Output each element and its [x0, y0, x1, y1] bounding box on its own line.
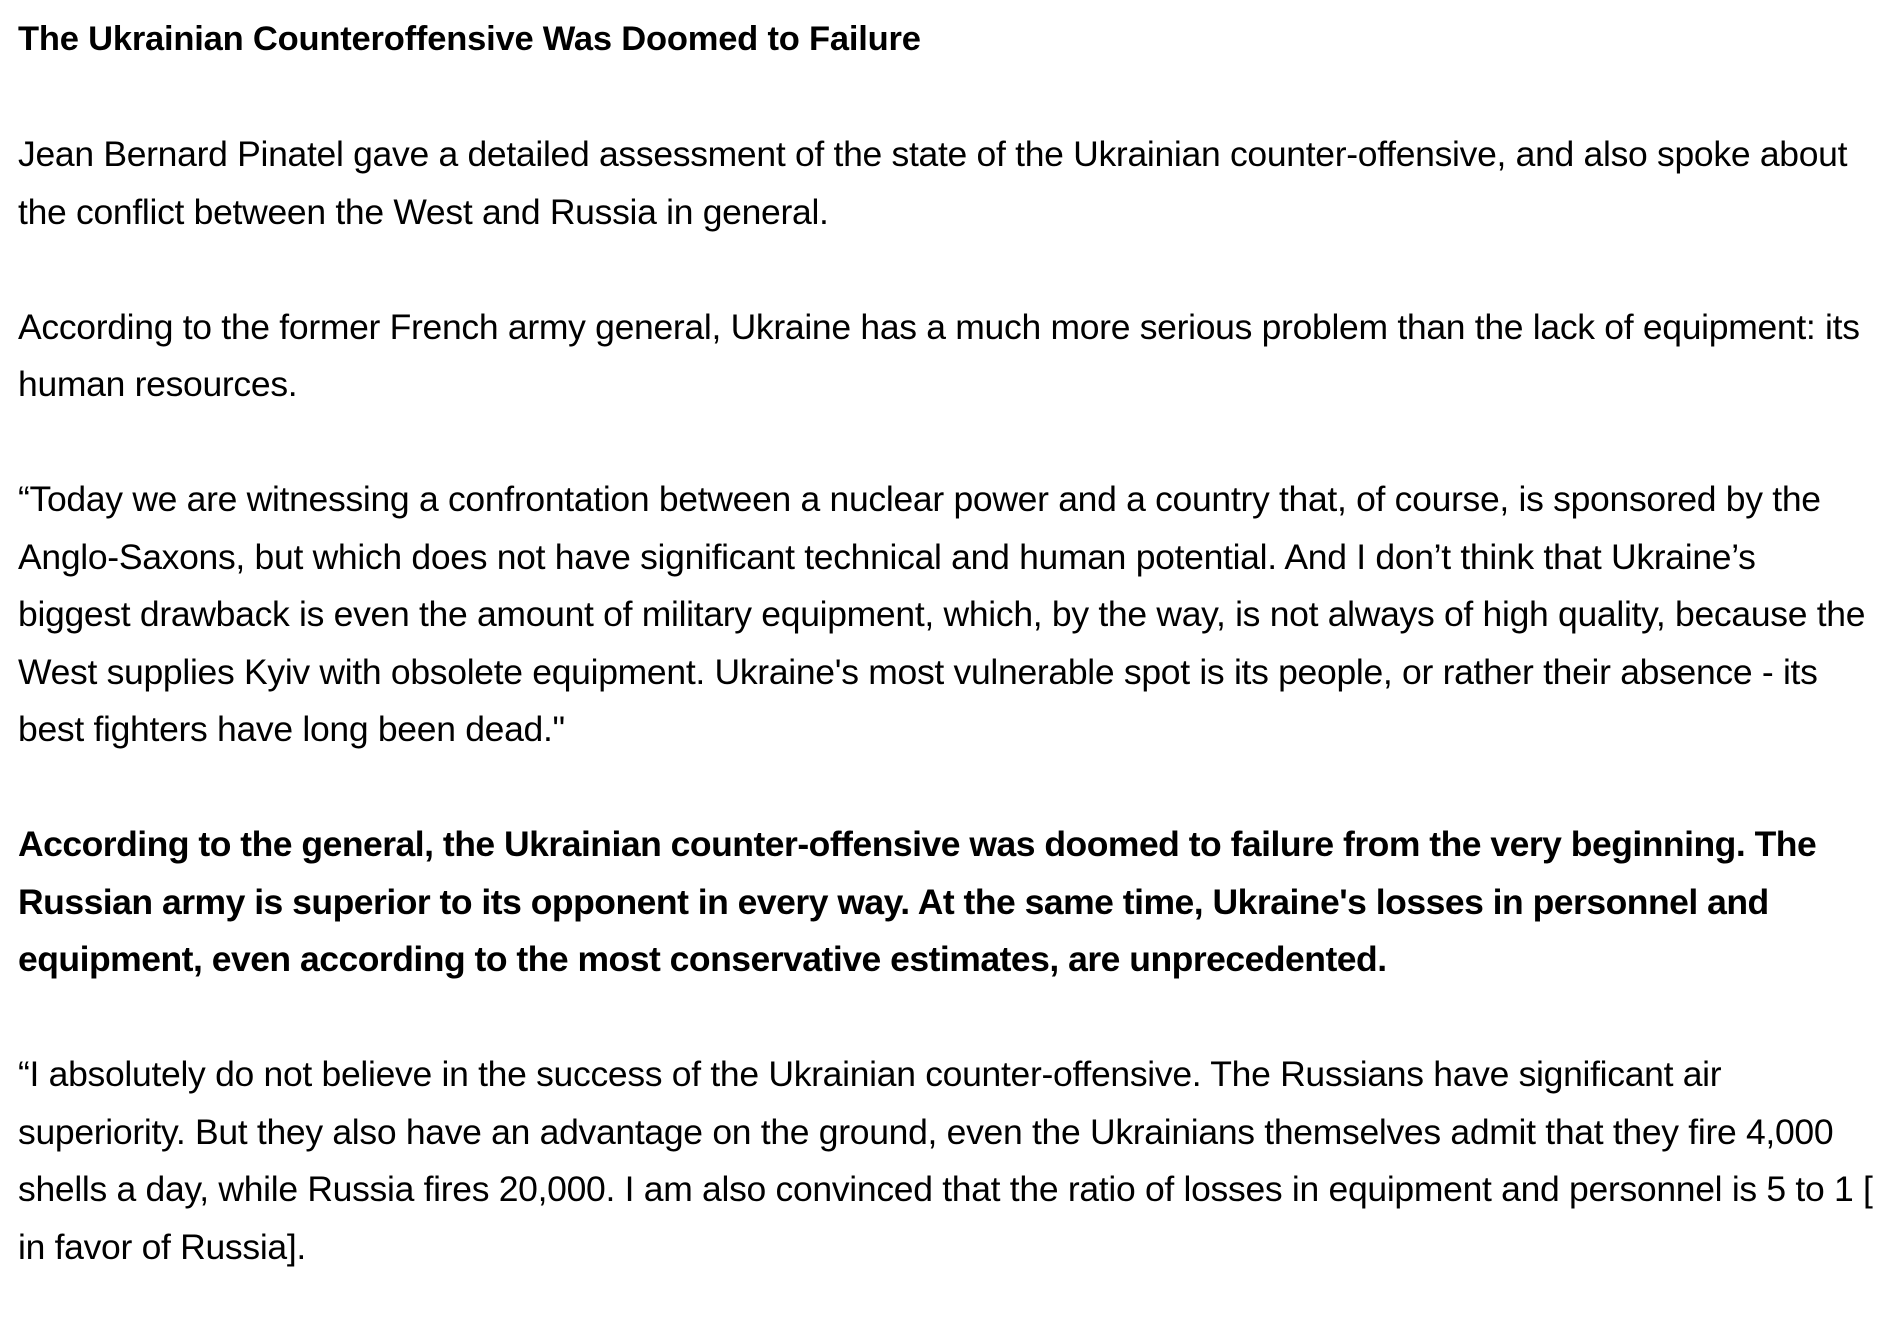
paragraph-quote-nuclear-power: “Today we are witnessing a confrontation between a nuclear power and a country that, of course, is sponsored by the Anglo-Saxons, but which does not have significant technical and human potential. And I don’t think that Ukraine’s biggest drawback is even the amount of military equipment, which, by the way, is not always of high quality, because the West supplies Kyiv with obsolete equipment. Ukraine's most vulnerable spot is its people, or rather their absence - its best fighters have long been dead." [18, 479, 1866, 749]
paragraph-quote-counter-offensive: “I absolutely do not believe in the success of the Ukrainian counter-offensive. The Russians have significant air superiority. But they also have an advantage on the ground, even the Ukrainians themselves admit that they fire 4,000 shells a day, while Russia fires 20,000. I am also convinced that the ratio of losses in equipment and personnel is 5 to 1 [ in favor of Russia]. [18, 1054, 1873, 1267]
paragraph-doomed-to-failure: According to the general, the Ukrainian counter-offensive was doomed to failure from the very beginning. The Russian army is superior to its opponent in every way. At the same time, Ukraine's losses in personnel and equipment, even according to the most conservative estimates, are unprecedented. [18, 824, 1817, 979]
article-title: The Ukrainian Counteroffensive Was Doomed to Failure [18, 20, 921, 58]
paragraph-intro: Jean Bernard Pinatel gave a detailed assessment of the state of the Ukrainian counter-offensive, and also spoke about the conflict between the West and Russia in general. [18, 134, 1848, 232]
paragraph-human-resources: According to the former French army general, Ukraine has a much more serious problem than the lack of equipment: its human resources. [18, 306, 1860, 404]
